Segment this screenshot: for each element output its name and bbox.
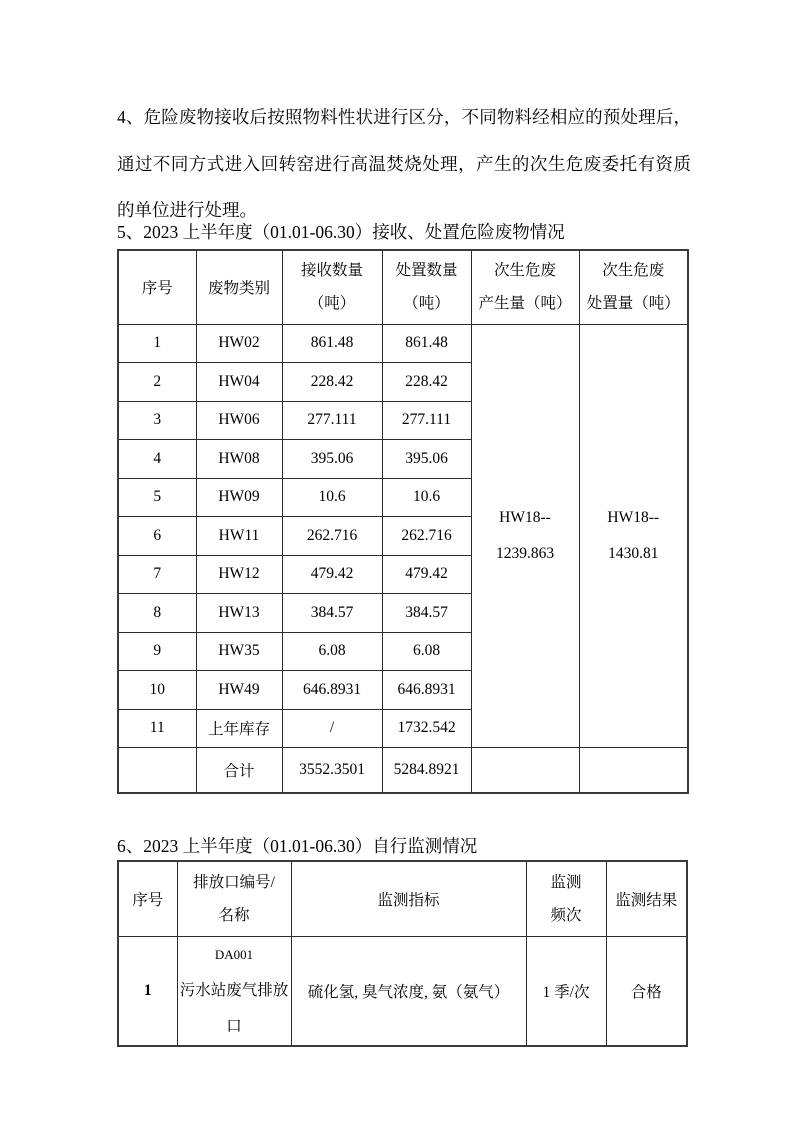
- cell-seq: 9: [118, 632, 196, 671]
- outlet-code: DA001: [214, 946, 254, 962]
- cell-category: HW02: [196, 324, 282, 363]
- cell-received: 6.08: [282, 632, 382, 671]
- header-result: 监测结果: [606, 861, 687, 936]
- cell-received: 228.42: [282, 363, 382, 402]
- cell-secondary-disposed: [579, 324, 688, 748]
- cell-category: HW09: [196, 478, 282, 517]
- self-monitoring-table: [117, 860, 688, 1047]
- hazardous-waste-table: [117, 249, 689, 794]
- cell-received: 479.42: [282, 555, 382, 594]
- cell-category: HW13: [196, 594, 282, 633]
- cell-indicators: 硫化氢, 臭气浓度, 氨（氨气）: [291, 936, 526, 1046]
- cell-category: 上年库存: [196, 709, 282, 748]
- header-indicators: 监测指标: [291, 861, 526, 936]
- secondary-disposed-amount: 1430.81: [608, 544, 659, 562]
- cell-disposed: 395.06: [382, 440, 471, 479]
- header-category: 废物类别: [196, 250, 282, 324]
- cell-category: HW08: [196, 440, 282, 479]
- header-secondary-generated-line1: 次生危废: [493, 262, 556, 280]
- cell-received: 262.716: [282, 517, 382, 556]
- cell-total-disposed: 5284.8921: [382, 748, 471, 793]
- table-header-row: [118, 861, 687, 936]
- secondary-disposed-code: HW18--: [607, 508, 660, 526]
- header-secondary-disposed: [579, 250, 688, 324]
- header-outlet-line2: 名称: [218, 906, 250, 924]
- cell-disposed: 384.57: [382, 594, 471, 633]
- cell-seq: 5: [118, 478, 196, 517]
- cell-disposed: 262.716: [382, 517, 471, 556]
- cell-seq: [118, 748, 196, 793]
- header-secondary-generated-line2: 产生量（吨）: [478, 295, 572, 313]
- cell-received: 277.111: [282, 401, 382, 440]
- cell-category: HW12: [196, 555, 282, 594]
- secondary-generated-amount: 1239.863: [495, 544, 555, 562]
- cell-disposed: 277.111: [382, 401, 471, 440]
- cell-disposed: 646.8931: [382, 671, 471, 710]
- cell-total-label: 合计: [196, 748, 282, 793]
- header-disposed: [382, 250, 471, 324]
- table-header-row: [118, 250, 688, 324]
- cell-seq: 8: [118, 594, 196, 633]
- cell-received: 10.6: [282, 478, 382, 517]
- header-secondary-disposed-line1: 次生危废: [602, 262, 665, 280]
- cell-seq: 11: [118, 709, 196, 748]
- cell-seq: 7: [118, 555, 196, 594]
- cell-received: 861.48: [282, 324, 382, 363]
- cell-empty: [579, 748, 688, 793]
- paragraph-4: 4、危险废物接收后按照物料性状进行区分，不同物料经相应的预处理后，通过不同方式进入回转窑进行高温焚烧处理，产生的次生危废委托有资质的单位进行处理。: [117, 107, 691, 220]
- header-secondary-disposed-line2: 处置量（吨）: [586, 295, 680, 313]
- header-received: [282, 250, 382, 324]
- cell-seq: 6: [118, 517, 196, 556]
- section-6-title: 6、2023 上半年度（01.01-06.30）自行监测情况: [117, 836, 478, 856]
- cell-total-received: 3552.3501: [282, 748, 382, 793]
- cell-disposed: 861.48: [382, 324, 471, 363]
- total-row: [118, 748, 688, 793]
- cell-category: HW06: [196, 401, 282, 440]
- table-row: [118, 324, 688, 363]
- header-secondary-generated: [471, 250, 579, 324]
- header-frequency: [526, 861, 606, 936]
- table-row: [118, 936, 687, 1046]
- cell-category: HW49: [196, 671, 282, 710]
- cell-secondary-generated: [471, 324, 579, 748]
- cell-disposed: 479.42: [382, 555, 471, 594]
- header-received-line2: （吨）: [308, 295, 356, 313]
- cell-received: 646.8931: [282, 671, 382, 710]
- header-disposed-line2: （吨）: [403, 295, 450, 313]
- cell-category: HW11: [196, 517, 282, 556]
- cell-empty: [471, 748, 579, 793]
- cell-disposed: 6.08: [382, 632, 471, 671]
- header-seq: 序号: [118, 861, 177, 936]
- cell-seq: 4: [118, 440, 196, 479]
- cell-disposed: 1732.542: [382, 709, 471, 748]
- header-frequency-line1: 监测: [550, 873, 582, 891]
- cell-seq: 3: [118, 401, 196, 440]
- outlet-name: 污水站废气排放口: [179, 981, 289, 1035]
- cell-category: HW04: [196, 363, 282, 402]
- cell-disposed: 10.6: [382, 478, 471, 517]
- cell-outlet: [177, 936, 291, 1046]
- cell-seq: 10: [118, 671, 196, 710]
- secondary-generated-code: HW18--: [499, 508, 551, 526]
- cell-seq: 2: [118, 363, 196, 402]
- section-5-title: 5、2023 上半年度（01.01-06.30）接收、处置危险废物情况: [117, 222, 565, 242]
- header-frequency-line2: 频次: [550, 906, 582, 924]
- cell-seq: 1: [118, 324, 196, 363]
- cell-disposed: 228.42: [382, 363, 471, 402]
- header-outlet: [177, 861, 291, 936]
- header-received-line1: 接收数量: [300, 262, 363, 280]
- cell-seq: 1: [118, 936, 177, 1046]
- cell-result: 合格: [606, 936, 687, 1046]
- header-outlet-line1: 排放口编号/: [193, 873, 275, 891]
- cell-received: 395.06: [282, 440, 382, 479]
- header-disposed-line1: 处置数量: [395, 262, 458, 280]
- cell-frequency: 1 季/次: [526, 936, 606, 1046]
- cell-category: HW35: [196, 632, 282, 671]
- cell-received: 384.57: [282, 594, 382, 633]
- header-seq: 序号: [118, 250, 196, 324]
- cell-received: /: [282, 709, 382, 748]
